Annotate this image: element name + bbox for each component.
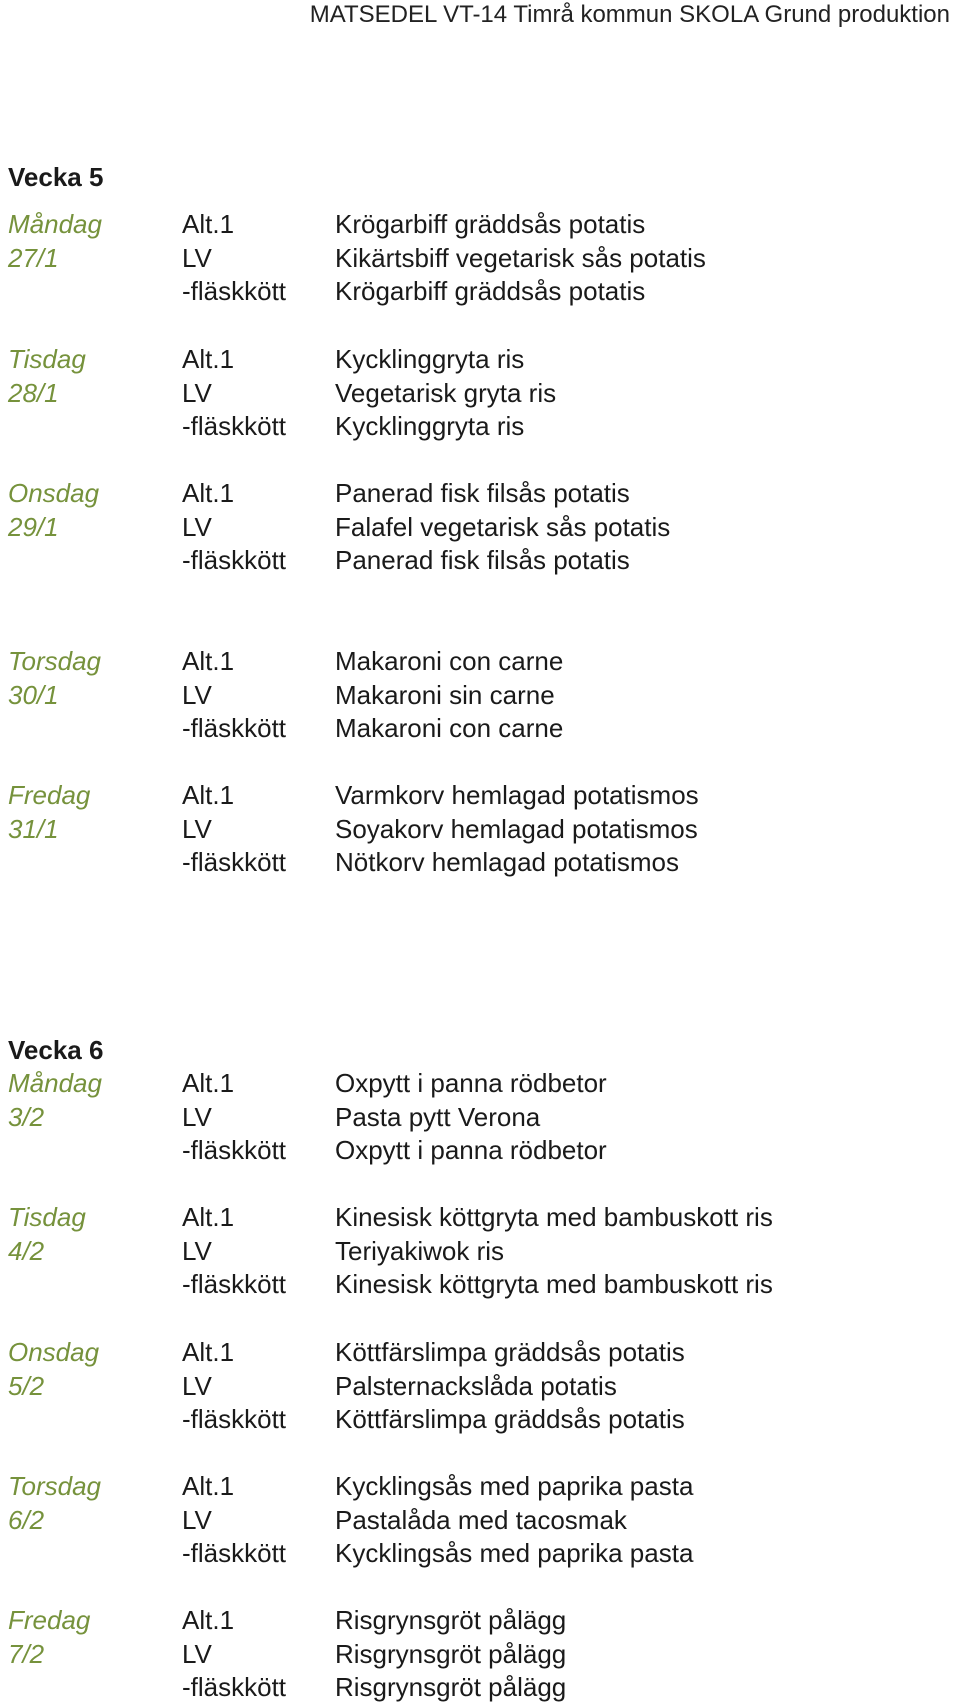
alternative-label: -fläskkött bbox=[182, 847, 287, 877]
dish-name: Pasta pytt Verona bbox=[335, 1101, 541, 1132]
day-block-wednesday bbox=[0, 477, 960, 578]
dish-name: Oxpytt i panna rödbetor bbox=[335, 1068, 607, 1098]
day-block-friday bbox=[0, 1604, 960, 1705]
menu-row bbox=[0, 1671, 960, 1705]
dish-name: Oxpytt i panna rödbetor bbox=[335, 1135, 607, 1165]
day-date: 31/1 bbox=[8, 813, 59, 844]
alternative-label: Alt.1 bbox=[182, 478, 235, 508]
alternative-label: LV bbox=[182, 511, 212, 542]
dish-name: Kycklingsås med paprika pasta bbox=[335, 1471, 694, 1501]
week-title: Vecka 5 bbox=[8, 162, 104, 192]
alternative-label: Alt.1 bbox=[182, 780, 235, 810]
alternative-label: -fläskkött bbox=[182, 545, 287, 575]
day-block-tuesday bbox=[0, 343, 960, 444]
dish-name: Kycklinggryta ris bbox=[335, 344, 525, 374]
dish-name: Pastalåda med tacosmak bbox=[335, 1504, 627, 1535]
menu-row bbox=[0, 1470, 960, 1504]
day-date: 28/1 bbox=[8, 377, 59, 408]
dish-name: Risgrynsgröt pålägg bbox=[335, 1638, 567, 1669]
menu-row bbox=[0, 1604, 960, 1638]
day-block-thursday bbox=[0, 1470, 960, 1571]
dish-name: Kycklinggryta ris bbox=[335, 411, 525, 441]
alternative-label: -fläskkött bbox=[182, 1404, 287, 1434]
menu-row bbox=[0, 343, 960, 377]
document-header: MATSEDEL VT-14 Timrå kommun SKOLA Grund produktion bbox=[309, 1, 950, 28]
day-date: 29/1 bbox=[8, 511, 59, 542]
dish-name: Kinesisk köttgryta med bambuskott ris bbox=[335, 1269, 773, 1299]
dish-name: Soyakorv hemlagad potatismos bbox=[335, 813, 698, 844]
day-date: 27/1 bbox=[8, 242, 59, 273]
alternative-label: LV bbox=[182, 813, 212, 844]
dish-name: Palsternackslåda potatis bbox=[335, 1370, 617, 1401]
menu-row bbox=[0, 712, 960, 746]
dish-name: Krögarbiff gräddsås potatis bbox=[335, 209, 646, 239]
menu-row bbox=[0, 208, 960, 242]
day-name: Torsdag bbox=[8, 646, 101, 676]
day-block-thursday bbox=[0, 645, 960, 746]
day-name: Onsdag bbox=[8, 478, 100, 508]
dish-name: Makaroni con carne bbox=[335, 713, 564, 743]
menu-row bbox=[0, 846, 960, 880]
alternative-label: -fläskkött bbox=[182, 1269, 287, 1299]
menu-row bbox=[0, 511, 960, 545]
alternative-label: -fläskkött bbox=[182, 276, 287, 306]
day-name: Torsdag bbox=[8, 1471, 101, 1501]
week-title: Vecka 6 bbox=[8, 1035, 104, 1065]
menu-row bbox=[0, 813, 960, 847]
menu-row bbox=[0, 1101, 960, 1135]
menu-row bbox=[0, 1336, 960, 1370]
menu-row bbox=[0, 779, 960, 813]
alternative-label: LV bbox=[182, 1101, 212, 1132]
menu-row bbox=[0, 275, 960, 309]
alternative-label: LV bbox=[182, 679, 212, 710]
day-block-monday bbox=[0, 208, 960, 309]
dish-name: Vegetarisk gryta ris bbox=[335, 377, 557, 408]
menu-row bbox=[0, 1370, 960, 1404]
dish-name: Makaroni con carne bbox=[335, 646, 564, 676]
alternative-label: Alt.1 bbox=[182, 209, 235, 239]
alternative-label: Alt.1 bbox=[182, 1337, 235, 1367]
menu-row bbox=[0, 1504, 960, 1538]
alternative-label: LV bbox=[182, 1235, 212, 1266]
dish-name: Krögarbiff gräddsås potatis bbox=[335, 276, 646, 306]
alternative-label: -fläskkött bbox=[182, 1135, 287, 1165]
alternative-label: Alt.1 bbox=[182, 1471, 235, 1501]
alternative-label: LV bbox=[182, 242, 212, 273]
alternative-label: -fläskkött bbox=[182, 411, 287, 441]
day-name: Tisdag bbox=[8, 344, 86, 374]
day-name: Fredag bbox=[8, 1605, 91, 1635]
dish-name: Kinesisk köttgryta med bambuskott ris bbox=[335, 1202, 773, 1232]
dish-name: Varmkorv hemlagad potatismos bbox=[335, 780, 699, 810]
alternative-label: Alt.1 bbox=[182, 1605, 235, 1635]
day-date: 30/1 bbox=[8, 679, 59, 710]
dish-name: Falafel vegetarisk sås potatis bbox=[335, 511, 671, 542]
dish-name: Köttfärslimpa gräddsås potatis bbox=[335, 1404, 685, 1434]
menu-row bbox=[0, 1403, 960, 1437]
menu-row bbox=[0, 242, 960, 276]
dish-name: Kikärtsbiff vegetarisk sås potatis bbox=[335, 242, 706, 273]
alternative-label: -fläskkött bbox=[182, 1538, 287, 1568]
alternative-label: Alt.1 bbox=[182, 1068, 235, 1098]
day-date: 7/2 bbox=[8, 1638, 45, 1669]
dish-name: Risgrynsgröt pålägg bbox=[335, 1672, 567, 1702]
alternative-label: Alt.1 bbox=[182, 344, 235, 374]
day-date: 5/2 bbox=[8, 1370, 45, 1401]
alternative-label: Alt.1 bbox=[182, 1202, 235, 1232]
day-block-tuesday bbox=[0, 1201, 960, 1302]
menu-row bbox=[0, 410, 960, 444]
dish-name: Risgrynsgröt pålägg bbox=[335, 1605, 567, 1635]
menu-row bbox=[0, 679, 960, 713]
menu-row bbox=[0, 1638, 960, 1672]
alternative-label: Alt.1 bbox=[182, 646, 235, 676]
day-name: Fredag bbox=[8, 780, 91, 810]
menu-row bbox=[0, 1201, 960, 1235]
menu-row bbox=[0, 477, 960, 511]
dish-name: Kycklingsås med paprika pasta bbox=[335, 1538, 694, 1568]
menu-row bbox=[0, 377, 960, 411]
dish-name: Panerad fisk filsås potatis bbox=[335, 478, 630, 508]
dish-name: Panerad fisk filsås potatis bbox=[335, 545, 630, 575]
day-date: 3/2 bbox=[8, 1101, 45, 1132]
dish-name: Teriyakiwok ris bbox=[335, 1235, 505, 1266]
alternative-label: LV bbox=[182, 377, 212, 408]
menu-row bbox=[0, 1134, 960, 1168]
day-name: Tisdag bbox=[8, 1202, 86, 1232]
menu-row bbox=[0, 645, 960, 679]
day-block-friday bbox=[0, 779, 960, 880]
day-name: Måndag bbox=[8, 209, 102, 239]
dish-name: Makaroni sin carne bbox=[335, 679, 555, 710]
day-date: 4/2 bbox=[8, 1235, 45, 1266]
menu-row bbox=[0, 1067, 960, 1101]
menu-row bbox=[0, 1268, 960, 1302]
alternative-label: LV bbox=[182, 1504, 212, 1535]
day-block-monday bbox=[0, 1067, 960, 1168]
menu-row bbox=[0, 544, 960, 578]
alternative-label: LV bbox=[182, 1370, 212, 1401]
alternative-label: -fläskkött bbox=[182, 713, 287, 743]
dish-name: Nötkorv hemlagad potatismos bbox=[335, 847, 679, 877]
menu-row bbox=[0, 1235, 960, 1269]
alternative-label: LV bbox=[182, 1638, 212, 1669]
day-block-wednesday bbox=[0, 1336, 960, 1437]
alternative-label: -fläskkött bbox=[182, 1672, 287, 1702]
day-name: Onsdag bbox=[8, 1337, 100, 1367]
menu-row bbox=[0, 1537, 960, 1571]
day-date: 6/2 bbox=[8, 1504, 45, 1535]
day-name: Måndag bbox=[8, 1068, 102, 1098]
dish-name: Köttfärslimpa gräddsås potatis bbox=[335, 1337, 685, 1367]
